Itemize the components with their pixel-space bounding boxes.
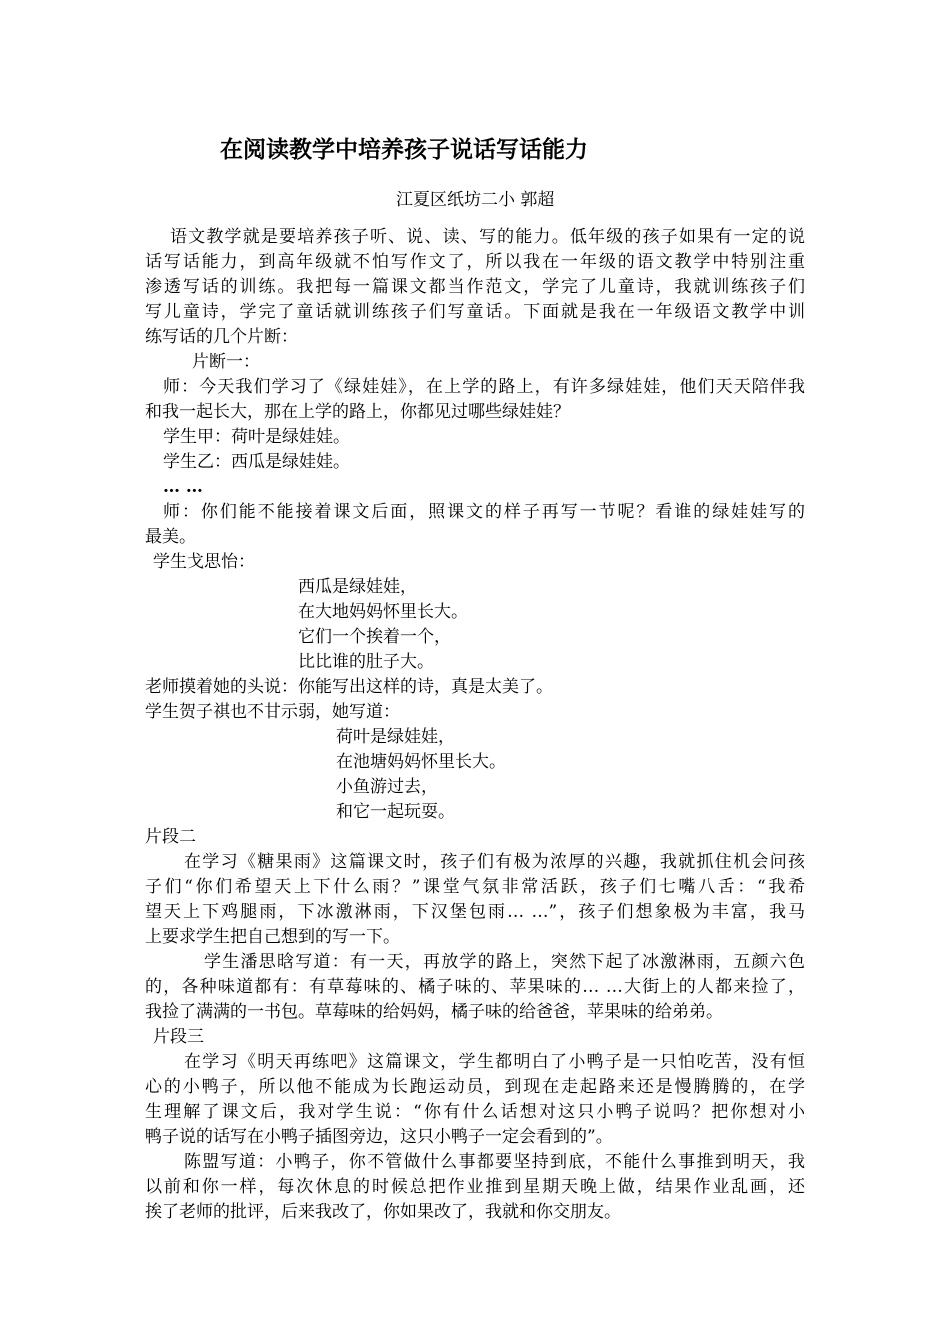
- dialogue-line: 最美。: [145, 527, 196, 547]
- ellipsis: … …: [163, 477, 203, 497]
- paragraph-line: 陈盟写道：小鸭子，你不管做什么事都要坚持到底，不能什么事推到明天，我: [184, 1152, 805, 1172]
- dialogue-line: 和我一起长大，那在上学的路上，你都见过哪些绿娃娃？: [145, 402, 570, 422]
- poem-line: 比比谁的肚子大。: [298, 652, 434, 672]
- dialogue-line: 学生甲：荷叶是绿娃娃。: [163, 427, 350, 447]
- intro-line: 渗透写话的训练。我把每一篇课文都当作范文，学完了儿童诗，我就训练孩子们: [145, 277, 805, 297]
- paragraph-line: 挨了老师的批评，后来我改了，你如果改了，我就和你交朋友。: [145, 1202, 621, 1222]
- document-title: 在阅读教学中培养孩子说话写话能力: [220, 137, 588, 163]
- poem-line: 它们一个挨着一个，: [298, 627, 451, 647]
- dialogue-line: 学生戈思怡：: [153, 552, 255, 572]
- paragraph-line: 心的小鸭子，所以他不能成为长跑运动员，到现在走起路来还是慢腾腾的，在学: [145, 1077, 805, 1097]
- paragraph-line: 生理解了课文后，我对学生说：“你有什么话想对这只小鸭子说吗？把你想对小: [145, 1102, 805, 1122]
- section-heading: 片段三: [153, 1027, 204, 1047]
- author-line: 江夏区纸坊二小 郭超: [396, 190, 555, 210]
- dialogue-line: 学生乙：西瓜是绿娃娃。: [163, 452, 350, 472]
- narration-line: 学生贺子祺也不甘示弱，她写道：: [145, 702, 400, 722]
- paragraph-line: 的，各种味道都有：有草莓味的、橘子味的、苹果味的… …大街上的人都来捡了，: [145, 977, 805, 997]
- paragraph-line: 望天上下鸡腿雨，下冰激淋雨，下汉堡包雨… …”，孩子们想象极为丰富，我马: [145, 902, 805, 922]
- dialogue-line: 师：今天我们学习了《绿娃娃》，在上学的路上，有许多绿娃娃，他们天天陪伴我: [163, 377, 805, 397]
- intro-line: 语文教学就是要培养孩子听、说、读、写的能力。低年级的孩子如果有一定的说: [170, 227, 805, 247]
- intro-line: 话写话能力，到高年级就不怕写作文了，所以我在一年级的语文教学中特别注重: [145, 252, 805, 272]
- section-heading: 片断一：: [192, 352, 260, 372]
- poem-line: 小鱼游过去，: [336, 777, 438, 797]
- poem-line: 西瓜是绿娃娃，: [298, 577, 417, 597]
- paragraph-line: 在学习《糖果雨》这篇课文时，孩子们有极为浓厚的兴趣，我就抓住机会问孩: [184, 852, 805, 872]
- intro-line: 写儿童诗，学完了童话就训练孩子们写童话。下面就是我在一年级语文教学中训: [145, 302, 805, 322]
- poem-line: 在大地妈妈怀里长大。: [298, 602, 468, 622]
- paragraph-line: 子们“你们希望天上下什么雨？”课堂气氛非常活跃，孩子们七嘴八舌：“我希: [145, 877, 805, 897]
- section-heading: 片段二: [145, 827, 196, 847]
- intro-line: 练写话的几个片断：: [145, 327, 298, 347]
- narration-line: 老师摸着她的头说：你能写出这样的诗，真是太美了。: [145, 677, 553, 697]
- paragraph-line: 以前和你一样，每次休息的时候总把作业推到星期天晚上做，结果作业乱画，还: [145, 1177, 805, 1197]
- dialogue-line: 师：你们能不能接着课文后面，照课文的样子再写一节呢？看谁的绿娃娃写的: [163, 502, 805, 522]
- paragraph-line: 我捡了满满的一书包。草莓味的给妈妈，橘子味的给爸爸，苹果味的给弟弟。: [145, 1002, 723, 1022]
- poem-line: 在池塘妈妈怀里长大。: [336, 752, 506, 772]
- paragraph-line: 学生潘思晗写道：有一天，再放学的路上，突然下起了冰激淋雨，五颜六色: [204, 952, 805, 972]
- paragraph-line: 鸭子说的话写在小鸭子插图旁边，这只小鸭子一定会看到的”。: [145, 1127, 613, 1147]
- poem-line: 和它一起玩耍。: [336, 802, 455, 822]
- paragraph-line: 上要求学生把自己想到的写一下。: [145, 927, 400, 947]
- poem-line: 荷叶是绿娃娃，: [336, 727, 455, 747]
- paragraph-line: 在学习《明天再练吧》这篇课文，学生都明白了小鸭子是一只怕吃苦，没有恒: [184, 1052, 805, 1072]
